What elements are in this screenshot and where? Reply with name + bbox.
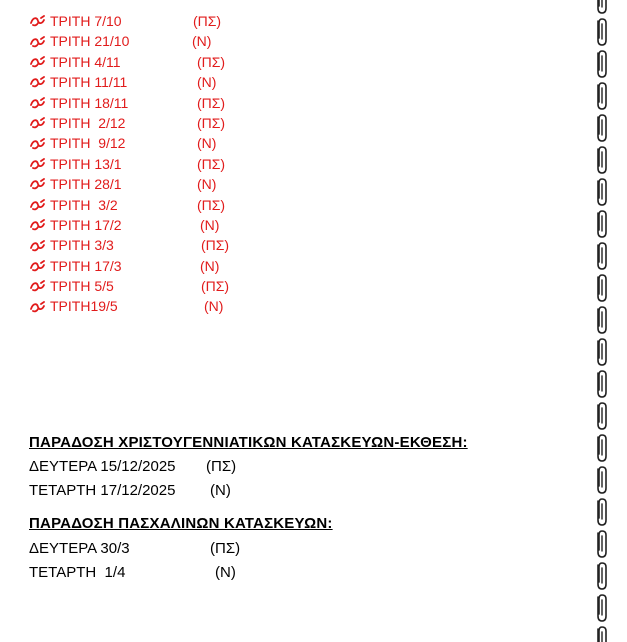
delivery-date: ΤΕΤΑΡΤΗ 1/4 (29, 564, 126, 581)
easter-delivery-row (29, 540, 241, 557)
group-code: (Ν) (204, 298, 224, 315)
group-code: (ΠΣ) (193, 13, 222, 29)
group-code: (ΠΣ) (197, 196, 226, 213)
paperclip-icon (598, 51, 606, 77)
paperclip-icon (598, 371, 606, 397)
red-swirl-bullet-icon (30, 199, 46, 211)
list-item (30, 72, 217, 92)
christmas-delivery-row (29, 458, 237, 475)
meeting-date: ΤΡΙΤΗ 4/11 (50, 53, 121, 70)
red-swirl-bullet-icon (30, 36, 46, 48)
group-code: (Ν) (197, 135, 217, 152)
group-code: (Ν) (200, 257, 220, 274)
paperclip-icon (598, 147, 606, 173)
red-swirl-bullet-icon (30, 97, 46, 109)
meeting-date: ΤΡΙΤΗ19/5 (50, 298, 118, 315)
paperclip-icon (598, 339, 606, 365)
red-swirl-bullet-icon (30, 158, 46, 170)
paperclip-icon (598, 595, 606, 621)
group-code: (Ν) (192, 33, 212, 50)
group-code: (Ν) (197, 74, 217, 91)
list-item (30, 52, 226, 72)
list-item (30, 154, 226, 174)
delivery-date: ΤΕΤΑΡΤΗ 17/12/2025 (29, 482, 176, 499)
paperclip-icon (598, 467, 606, 493)
list-item (30, 93, 226, 113)
meeting-date: ΤΡΙΤΗ 17/3 (50, 257, 122, 274)
red-swirl-bullet-icon (30, 240, 46, 252)
meeting-date: ΤΡΙΤΗ 17/2 (50, 216, 122, 233)
group-code: (ΠΣ) (201, 237, 230, 254)
paperclip-icon (598, 83, 606, 109)
paperclip-icon (598, 115, 606, 141)
paperclip-icon (598, 243, 606, 269)
group-code: (ΠΣ) (201, 278, 230, 295)
list-item (30, 133, 217, 153)
list-item (30, 215, 220, 235)
list-item (30, 11, 222, 31)
group-code: (Ν) (210, 482, 231, 499)
meeting-date: ΤΡΙΤΗ 11/11 (50, 74, 128, 91)
meeting-date: ΤΡΙΤΗ 7/10 (50, 13, 122, 29)
red-swirl-bullet-icon (30, 178, 46, 190)
list-item (30, 113, 226, 133)
list-item (30, 31, 212, 51)
meeting-date: ΤΡΙΤΗ 18/11 (50, 94, 129, 111)
paperclip-icon (598, 211, 606, 237)
meeting-date: ΤΡΙΤΗ 3/2 (50, 196, 118, 213)
list-item (30, 276, 230, 296)
meeting-date: ΤΡΙΤΗ 5/5 (50, 278, 114, 295)
group-code: (Ν) (200, 216, 220, 233)
red-swirl-bullet-icon (30, 56, 46, 68)
delivery-date: ΔΕΥΤΕΡΑ 30/3 (29, 540, 130, 557)
list-item (30, 256, 220, 276)
red-swirl-bullet-icon (30, 219, 46, 231)
list-item (30, 296, 224, 316)
red-swirl-bullet-icon (30, 301, 46, 313)
red-swirl-bullet-icon (30, 260, 46, 272)
group-code: (ΠΣ) (206, 458, 237, 475)
group-code: (ΠΣ) (210, 540, 241, 557)
red-swirl-bullet-icon (30, 117, 46, 129)
paperclip-icon (598, 499, 606, 525)
christmas-delivery-heading: ΠΑΡΑΔΟΣΗ ΧΡΙΣΤΟΥΓΕΝΝΙΑΤΙΚΩΝ ΚΑΤΑΣΚΕΥΩΝ-ΕΚΘΕΣΗ: (29, 434, 468, 451)
paperclip-icon (598, 435, 606, 461)
group-code: (ΠΣ) (197, 114, 226, 131)
paperclip-icon (598, 531, 606, 557)
paperclip-icon (598, 563, 606, 589)
group-code: (Ν) (197, 176, 217, 193)
red-swirl-bullet-icon (30, 138, 46, 150)
paperclip-icon (598, 627, 606, 642)
delivery-date: ΔΕΥΤΕΡΑ 15/12/2025 (29, 458, 176, 475)
paperclip-icon (598, 307, 606, 333)
group-code: (ΠΣ) (197, 155, 226, 172)
group-code: (ΠΣ) (197, 53, 226, 70)
meeting-date: ΤΡΙΤΗ 2/12 (50, 114, 126, 131)
meeting-date: ΤΡΙΤΗ 9/12 (50, 135, 126, 152)
paperclip-icon (598, 179, 606, 205)
christmas-delivery-row (29, 482, 231, 499)
paperclip-icon (598, 275, 606, 301)
group-code: (Ν) (215, 564, 236, 581)
red-swirl-bullet-icon (30, 280, 46, 292)
meeting-date: ΤΡΙΤΗ 13/1 (50, 155, 122, 172)
easter-delivery-heading: ΠΑΡΑΔΟΣΗ ΠΑΣΧΑΛΙΝΩΝ ΚΑΤΑΣΚΕΥΩΝ: (29, 515, 333, 532)
meeting-dates-list (30, 11, 230, 317)
red-swirl-bullet-icon (30, 15, 46, 27)
meeting-date: ΤΡΙΤΗ 21/10 (50, 33, 130, 50)
red-swirl-bullet-icon (30, 76, 46, 88)
list-item (30, 195, 226, 215)
list-item (30, 235, 230, 255)
paperclip-icon (598, 19, 606, 45)
group-code: (ΠΣ) (197, 94, 226, 111)
easter-delivery-row (29, 564, 236, 581)
paperclip-icon (598, 403, 606, 429)
meeting-date: ΤΡΙΤΗ 3/3 (50, 237, 114, 254)
paperclip-border (592, 0, 612, 642)
paperclip-icon (598, 0, 606, 13)
list-item (30, 174, 217, 194)
meeting-date: ΤΡΙΤΗ 28/1 (50, 176, 122, 193)
